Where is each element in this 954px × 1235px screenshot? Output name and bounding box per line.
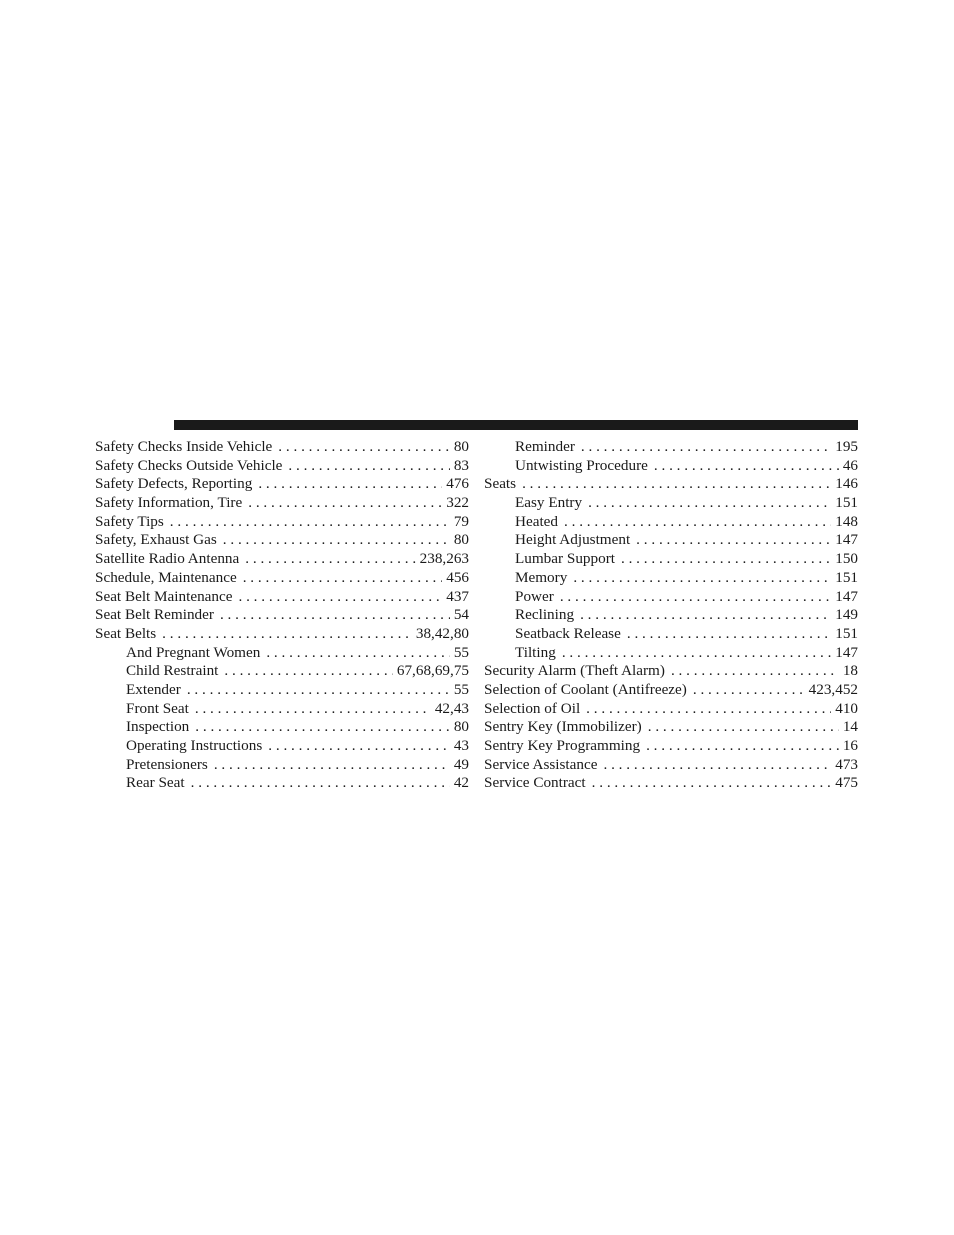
dot-leader — [224, 662, 392, 681]
index-subentry — [95, 774, 469, 793]
dot-leader — [243, 569, 443, 588]
entry-page-number: 473 — [835, 755, 858, 773]
dot-leader — [223, 531, 450, 550]
index-subentry — [484, 569, 858, 588]
entry-page-number: 238,263 — [419, 550, 469, 568]
entry-label: Schedule, Maintenance — [95, 568, 237, 586]
entry-label: Operating Instructions — [126, 737, 263, 754]
entry-page-number: 83 — [453, 456, 469, 474]
index-entry — [484, 662, 858, 681]
entry-label: Rear Seat — [126, 774, 185, 792]
entry-page-number: 42 — [453, 774, 469, 792]
entry-label: Sentry Key (Immobilizer) — [484, 718, 642, 736]
dot-leader — [522, 475, 831, 494]
entry-label: Easy Entry — [515, 494, 583, 512]
entry-label: Satellite Radio Antenna — [95, 550, 240, 568]
entry-page-number: 49 — [453, 755, 469, 773]
entry-label: Safety Checks Inside Vehicle — [95, 438, 273, 455]
entry-page-number: 67,68,69,75 — [396, 662, 469, 680]
index-subentry — [484, 644, 858, 663]
index-subentry — [95, 737, 469, 756]
index-subentry — [484, 457, 858, 476]
index-entry — [95, 475, 469, 494]
entry-label: Sentry Key Programming — [484, 737, 641, 754]
entry-page-number: 437 — [446, 587, 469, 605]
entry-label: Selection of Coolant (Antifreeze) — [484, 680, 687, 698]
dot-leader — [621, 550, 831, 569]
entry-page-number: 322 — [446, 494, 469, 512]
entry-page-number: 42,43 — [434, 699, 469, 717]
entry-page-number: 195 — [835, 438, 858, 455]
entry-label: Power — [515, 587, 554, 605]
index-entry — [484, 475, 858, 494]
entry-label: Extender — [126, 680, 181, 698]
dot-leader — [195, 700, 431, 719]
dot-leader — [562, 644, 831, 663]
entry-page-number: 80 — [453, 718, 469, 736]
entry-label: Pretensioners — [126, 755, 208, 773]
dot-leader — [266, 644, 449, 663]
index-entry — [95, 606, 469, 625]
dot-leader — [560, 588, 831, 607]
entry-page-number: 150 — [835, 550, 858, 568]
entry-page-number: 423,452 — [808, 680, 858, 698]
index-entry — [484, 681, 858, 700]
dot-leader — [191, 774, 450, 793]
dot-leader — [592, 774, 832, 793]
entry-page-number: 16 — [842, 737, 858, 754]
dot-leader — [586, 700, 831, 719]
entry-page-number: 146 — [835, 475, 858, 493]
entry-page-number: 147 — [835, 587, 858, 605]
dot-leader — [588, 494, 831, 513]
entry-page-number: 80 — [453, 531, 469, 549]
dot-leader — [580, 606, 831, 625]
entry-label: Safety Information, Tire — [95, 494, 243, 512]
entry-label: Reminder — [515, 438, 575, 455]
dot-leader — [654, 457, 839, 476]
entry-page-number: 149 — [835, 606, 858, 624]
entry-label: Height Adjustment — [515, 531, 631, 549]
index-subentry — [484, 438, 858, 457]
index-column-left — [95, 438, 469, 793]
dot-leader — [195, 718, 450, 737]
index-subentry — [95, 644, 469, 663]
dot-leader — [187, 681, 450, 700]
dot-leader — [288, 457, 449, 476]
entry-label: Safety Checks Outside Vehicle — [95, 456, 283, 474]
entry-label: Seatback Release — [515, 624, 621, 642]
entry-label: Selection of Oil — [484, 699, 581, 717]
index-entry — [484, 700, 858, 719]
entry-label: Seats — [484, 475, 517, 493]
dot-leader — [573, 569, 831, 588]
entry-page-number: 46 — [842, 456, 858, 474]
dot-leader — [170, 513, 450, 532]
dot-leader — [238, 588, 442, 607]
index-subentry — [484, 625, 858, 644]
index-subentry — [484, 606, 858, 625]
entry-page-number: 475 — [835, 774, 858, 792]
dot-leader — [646, 737, 839, 756]
dot-leader — [245, 550, 415, 569]
dot-leader — [671, 662, 839, 681]
index-subentry — [95, 681, 469, 700]
entry-page-number: 43 — [453, 737, 469, 754]
entry-label: Front Seat — [126, 699, 189, 717]
index-subentry — [484, 550, 858, 569]
index-subentry — [95, 756, 469, 775]
entry-page-number: 55 — [453, 680, 469, 698]
entry-label: Service Assistance — [484, 755, 598, 773]
entry-label: And Pregnant Women — [126, 643, 261, 661]
dot-leader — [258, 475, 442, 494]
entry-label: Safety, Exhaust Gas — [95, 531, 217, 549]
dot-leader — [564, 513, 831, 532]
dot-leader — [636, 531, 831, 550]
index-entry — [484, 774, 858, 793]
entry-page-number: 18 — [842, 662, 858, 680]
entry-label: Seat Belts — [95, 624, 157, 642]
entry-label: Safety Defects, Reporting — [95, 475, 253, 493]
entry-page-number: 147 — [835, 643, 858, 661]
index-subentry — [95, 662, 469, 681]
dot-leader — [648, 718, 839, 737]
index-entry — [95, 588, 469, 607]
entry-page-number: 55 — [453, 643, 469, 661]
index-entry — [95, 513, 469, 532]
entry-page-number: 151 — [835, 624, 858, 642]
index-subentry — [484, 513, 858, 532]
index-entry — [95, 625, 469, 644]
entry-label: Security Alarm (Theft Alarm) — [484, 662, 665, 680]
index-entry — [484, 756, 858, 775]
index-entry — [95, 457, 469, 476]
index-subentry — [95, 700, 469, 719]
entry-page-number: 80 — [453, 438, 469, 455]
header-bar — [174, 420, 858, 430]
entry-page-number: 476 — [446, 475, 469, 493]
dot-leader — [214, 756, 450, 775]
entry-page-number: 14 — [842, 718, 858, 736]
entry-page-number: 151 — [835, 494, 858, 512]
dot-leader — [268, 737, 450, 756]
index-entry — [95, 494, 469, 513]
entry-label: Heated — [515, 512, 559, 530]
entry-page-number: 147 — [835, 531, 858, 549]
entry-page-number: 54 — [453, 606, 469, 624]
dot-leader — [278, 438, 450, 457]
entry-page-number: 410 — [835, 699, 858, 717]
entry-page-number: 456 — [446, 568, 469, 586]
entry-page-number: 38,42,80 — [415, 624, 469, 642]
dot-leader — [162, 625, 412, 644]
index-entry — [484, 718, 858, 737]
index-subentry — [484, 494, 858, 513]
entry-page-number: 148 — [835, 512, 858, 530]
index-entry — [484, 737, 858, 756]
entry-label: Child Restraint — [126, 662, 219, 680]
index-subentry — [95, 718, 469, 737]
index-entry — [95, 550, 469, 569]
dot-leader — [627, 625, 831, 644]
index-entry — [95, 569, 469, 588]
entry-label: Tilting — [515, 643, 556, 661]
index-column-right — [484, 438, 858, 793]
dot-leader — [248, 494, 442, 513]
index-entry — [95, 531, 469, 550]
dot-leader — [603, 756, 831, 775]
entry-label: Inspection — [126, 718, 190, 736]
entry-label: Seat Belt Reminder — [95, 606, 214, 624]
entry-label: Lumbar Support — [515, 550, 615, 568]
index-subentry — [484, 531, 858, 550]
entry-label: Safety Tips — [95, 512, 164, 530]
dot-leader — [693, 681, 805, 700]
entry-label: Reclining — [515, 606, 575, 624]
entry-label: Untwisting Procedure — [515, 456, 648, 474]
dot-leader — [581, 438, 831, 457]
entry-page-number: 79 — [453, 512, 469, 530]
entry-label: Service Contract — [484, 774, 586, 792]
index-entry — [95, 438, 469, 457]
entry-label: Seat Belt Maintenance — [95, 587, 233, 605]
index-subentry — [484, 588, 858, 607]
dot-leader — [220, 606, 450, 625]
entry-label: Memory — [515, 568, 568, 586]
entry-page-number: 151 — [835, 568, 858, 586]
